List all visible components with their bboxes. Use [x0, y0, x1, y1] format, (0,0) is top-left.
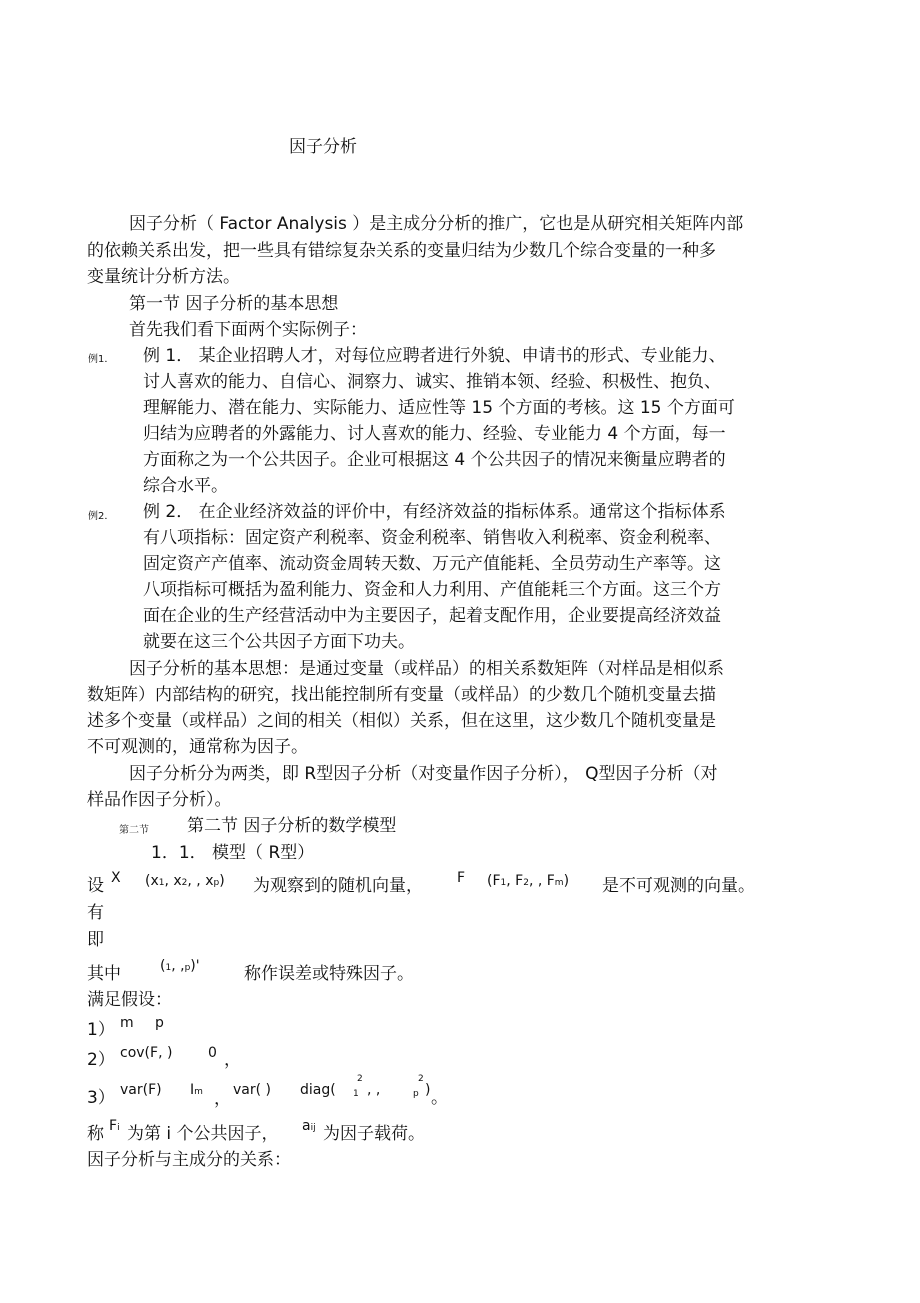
section2-heading: 第二节 因子分析的数学模型 — [187, 816, 397, 836]
fi-subscript: i — [117, 1123, 120, 1133]
common-factor-text: 为第 i 个公共因子， — [127, 1124, 279, 1144]
assumption-1-m: m — [120, 1015, 134, 1031]
page-title: 因子分析 — [289, 137, 357, 157]
eps-mid: , , — [171, 958, 185, 974]
example1-marker: 例1． — [88, 354, 115, 365]
example1-line-5: 方面称之为一个公共因子。企业可根据这 4 个公共因子的情况来衡量应聘者的 — [143, 450, 726, 470]
x1-subscript: 1 — [158, 878, 165, 888]
where-label: 其中 — [87, 964, 121, 984]
f-open: (F — [487, 873, 501, 889]
common-factor-symbol — [109, 1118, 120, 1136]
x-comma-1: , x — [164, 873, 182, 889]
assumption-2-label: 2） — [87, 1050, 115, 1070]
example1-line-2: 讨人喜欢的能力、自信心、洞察力、诚实、推销本领、经验、积极性、抱负、 — [143, 372, 721, 392]
section2-subheading: 1．1． 模型（ R型） — [151, 843, 315, 863]
vector-f-symbol: F — [457, 870, 466, 886]
namely-label: 即 — [87, 930, 104, 950]
basic-idea-line-4: 不可观测的，通常称为因子。 — [87, 737, 308, 757]
example2-line-3: 固定资产产值率、流动资金周转天数、万元产值能耗、全员劳动生产率等。这 — [143, 554, 721, 574]
identity-subscript: m — [194, 1087, 203, 1097]
xp-subscript: p — [213, 878, 220, 888]
epsilon-vector — [160, 958, 200, 976]
f-close: ) — [563, 873, 570, 889]
example1-line-6: 综合水平。 — [143, 476, 228, 496]
assumption-2-zero: 0 — [208, 1045, 217, 1061]
example1-line-3: 理解能力、潜在能力、实际能力、适应性等 15 个方面的考核。这 15 个方面可 — [143, 398, 735, 418]
observed-text: 为观察到的随机向量， — [253, 876, 423, 896]
diag-1-subscript: 1 — [353, 1089, 359, 1099]
unobserved-text: 是不可观测的向量。 — [602, 876, 755, 896]
identity-symbol: I — [190, 1082, 195, 1098]
example2-line-4: 八项指标可概括为盈利能力、资金和人力利用、产值能耗三个方面。这三个方 — [143, 580, 721, 600]
section1-lead: 首先我们看下面两个实际例子： — [129, 320, 367, 340]
x-open: (x — [145, 873, 159, 889]
vector-x-symbol: X — [111, 870, 121, 886]
fm-subscript: m — [554, 878, 564, 888]
example1-line-1: 例 1． 某企业招聘人才，对每位应聘者进行外貌、申请书的形式、专业能力、 — [143, 346, 726, 366]
error-text: 称作误差或特殊因子。 — [244, 964, 414, 984]
example1-line-4: 归结为应聘者的外露能力、讨人喜欢的能力、经验、专业能力 4 个方面，每一 — [143, 424, 726, 444]
f2-subscript: 2 — [523, 878, 529, 888]
assumption-3-period: 。 — [431, 1088, 448, 1108]
assumption-3-comma: ， — [214, 1089, 231, 1109]
diag-p-subscript: p — [413, 1089, 419, 1099]
x-close: ) — [219, 873, 225, 889]
intro-line-1: 因子分析（ Factor Analysis ）是主成分分析的推广，它也是从研究相关矩阵内部 — [129, 214, 744, 234]
loading-text: 为因子载荷。 — [323, 1124, 425, 1144]
assumption-3-diag: diag( — [300, 1082, 336, 1098]
example2-line-1: 例 2． 在企业经济效益的评价中，有经济效益的指标体系。通常这个指标体系 — [143, 502, 726, 522]
model-let: 设 — [87, 876, 104, 896]
aij-subscript: ij — [310, 1123, 316, 1133]
assumptions-label: 满足假设： — [87, 990, 172, 1010]
types-line-2: 样品作因子分析）。 — [87, 790, 232, 810]
example2-line-6: 就要在这三个公共因子方面下功夫。 — [143, 632, 415, 652]
example2-line-5: 面在企业的生产经营活动中为主要因子，起着支配作用，企业要提高经济效益 — [143, 606, 721, 626]
f1-subscript: 1 — [500, 878, 507, 888]
x2-subscript: 2 — [181, 878, 188, 888]
diag-1-superscript: 2 — [357, 1074, 363, 1084]
basic-idea-line-3: 述多个变量（或样品）之间的相关（相似）关系，但在这里，这少数几个随机变量是 — [87, 711, 716, 731]
assumption-2-comma: ， — [224, 1050, 241, 1070]
basic-idea-line-1: 因子分析的基本思想：是通过变量（或样品）的相关系数矩阵（对样品是相似系 — [129, 659, 724, 679]
eps1-subscript: 1 — [165, 963, 172, 973]
section1-heading: 第一节 因子分析的基本思想 — [129, 294, 339, 314]
eps-close: )' — [190, 958, 200, 974]
diag-p-superscript: 2 — [418, 1074, 424, 1084]
aij-symbol: a — [302, 1118, 311, 1134]
diag-mid: , , — [367, 1082, 381, 1098]
example2-marker: 例2． — [88, 511, 115, 522]
intro-line-3: 变量统计分析方法。 — [87, 267, 240, 287]
section2-marker: 第二节 — [119, 825, 149, 836]
assumption-3-label: 3） — [87, 1088, 115, 1108]
vector-x-components — [145, 873, 225, 891]
assumption-3-varF: var(F) — [120, 1082, 162, 1098]
assumption-2-cov: cov(F, ) — [120, 1045, 173, 1061]
call-label: 称 — [87, 1124, 104, 1144]
relation-heading: 因子分析与主成分的关系： — [87, 1150, 291, 1170]
assumption-3-identity — [190, 1082, 203, 1100]
f-comma-2: , , F — [528, 873, 555, 889]
f-comma-1: , F — [506, 873, 524, 889]
fi-symbol: F — [109, 1118, 118, 1134]
x-comma-2: , , x — [187, 873, 214, 889]
example2-line-2: 有八项指标：固定资产利税率、资金利税率、销售收入利税率、资金利税率、 — [143, 528, 721, 548]
eps-open: ( — [160, 958, 166, 974]
basic-idea-line-2: 数矩阵）内部结构的研究，找出能控制所有变量（或样品）的少数几个随机变量去描 — [87, 685, 716, 705]
vector-f-components — [487, 873, 569, 891]
have-label: 有 — [87, 903, 104, 923]
types-line-1: 因子分析分为两类，即 R型因子分析（对变量作因子分析）， Q型因子分析（对 — [129, 764, 718, 784]
intro-line-2: 的依赖关系出发，把一些具有错综复杂关系的变量归结为少数几个综合变量的一种多 — [87, 241, 716, 261]
loading-symbol — [302, 1118, 316, 1136]
assumption-1-label: 1） — [87, 1020, 115, 1040]
assumption-3-varEps: var( ) — [233, 1082, 271, 1098]
assumption-1-p: p — [155, 1015, 164, 1031]
epsp-subscript: p — [184, 963, 191, 973]
diag-close: ) — [425, 1082, 431, 1098]
